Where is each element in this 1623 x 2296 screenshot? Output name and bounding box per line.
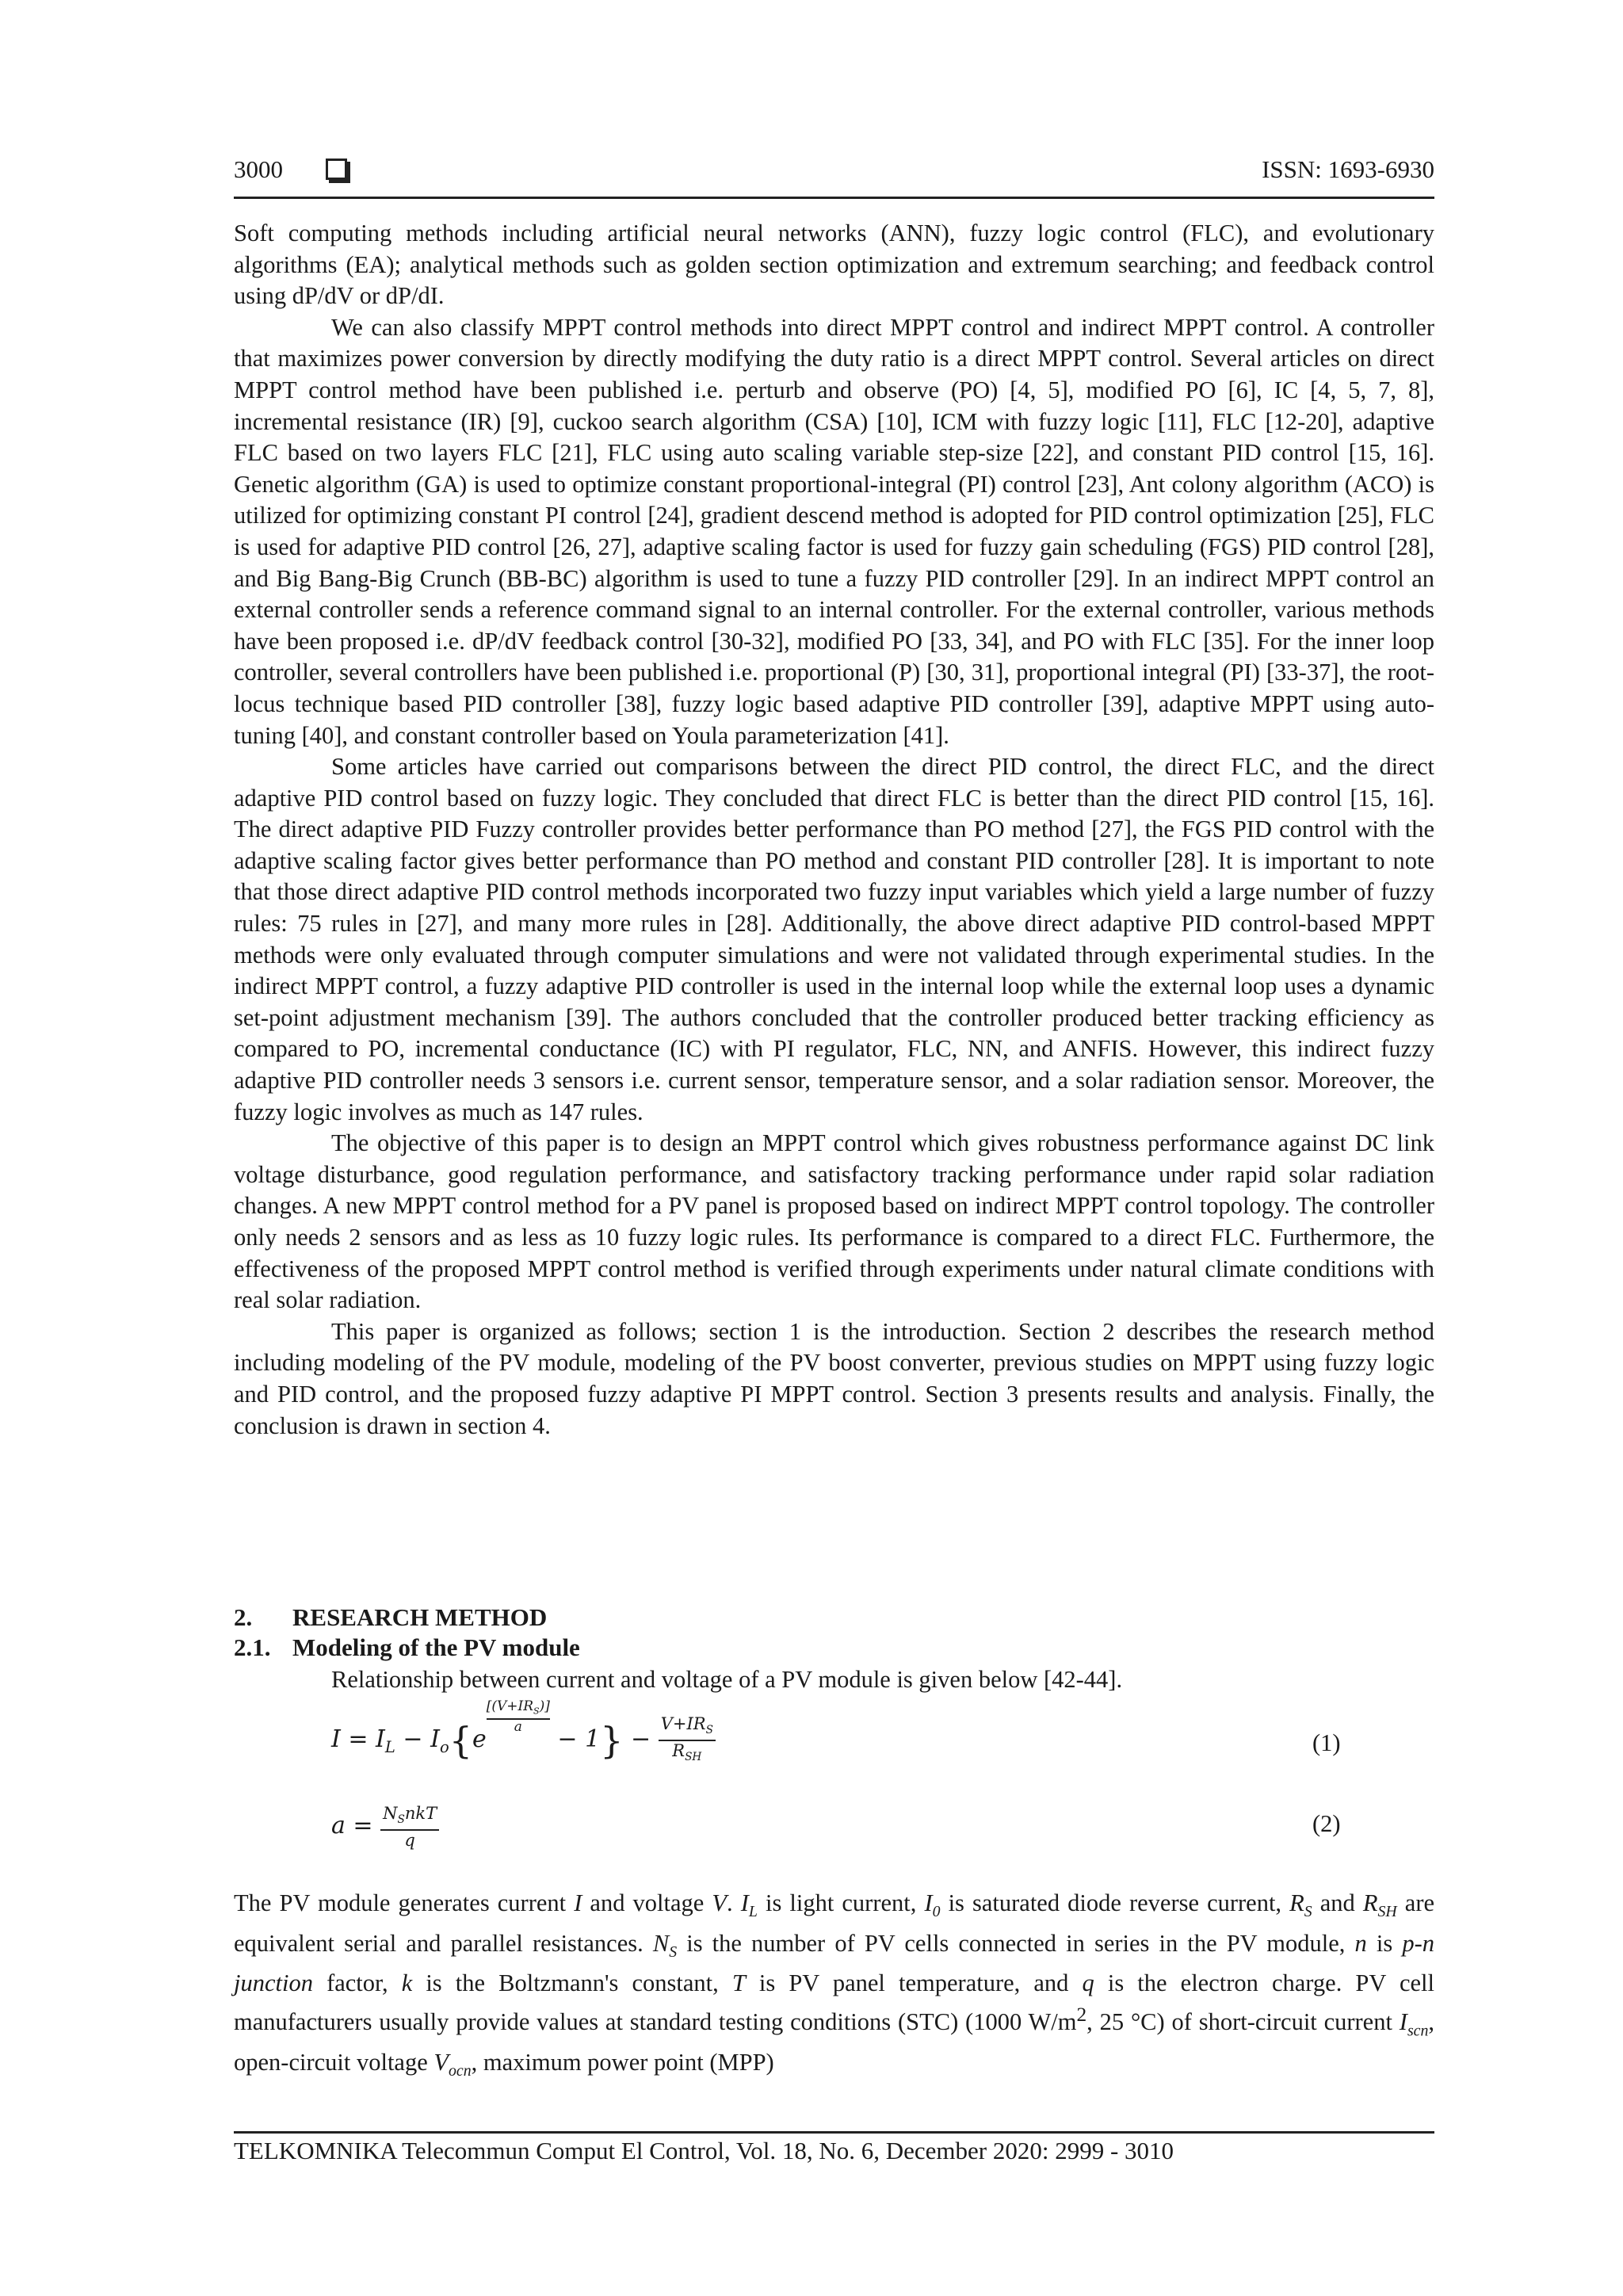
paragraph: The objective of this paper is to design an MPPT control which gives robustness performance against DC link voltage disturbance, good regulation performance, and satisfactory tracking performance under rapid solar radiation changes. A new MPPT control method for a PV panel is proposed based on indirect MPPT control topology. The controller only needs 2 sensors and as less as 10 fuzzy logic rules. Its performance is compared to a direct FLC. Furthermore, the effectiveness of the proposed MPPT control method is verified through experiments under natural climate conditions with real solar radiation. [234, 1129, 1434, 1314]
issn-label: ISSN: 1693-6930 [1262, 155, 1434, 183]
page-number: 3000 [234, 155, 283, 183]
equation-2: a = $\frac{N_SnkT}{q}$ [331, 1804, 439, 1850]
paragraph: Some articles have carried out comparisons between the direct PID control, the direct FLC, and the direct adaptive PID control based on fuzzy logic. They concluded that direct FLC is better than the direct PID control [15, 16]. The direct adaptive PID Fuzzy controller provides better performance than PO method [27], the FGS PID control with the adaptive scaling factor gives better performance than PO method and constant PID controller [28]. It is important to note that those direct adaptive PID control methods incorporated two fuzzy input variables which yield a large number of fuzzy rules: 75 rules in [27], and many more rules in [28]. Additionally, the above direct adaptive PID control-based MPPT methods were only evaluated through computer simulations and were not validated through experimental studies. In the indirect MPPT control, a fuzzy adaptive PID controller is used in the internal loop while the external loop uses a dynamic set-point adjustment mechanism [39]. The authors concluded that the controller produced better tracking efficiency as compared to PO, incremental conductance (IC) with PI regulator, FLC, NN, and ANFIS. However, this indirect fuzzy adaptive PID controller needs 3 sensors i.e. current sensor, temperature sensor, and a solar radiation sensor. Moreover, the fuzzy logic involves as much as 147 rules. [234, 753, 1434, 1125]
section-heading [234, 1603, 547, 1633]
subsection-title: Modeling of the PV module [292, 1633, 580, 1661]
section-title: RESEARCH METHOD [292, 1603, 548, 1631]
section-number: 2. [234, 1603, 253, 1631]
page-header [234, 155, 1434, 199]
equation-number: (1) [1312, 1729, 1341, 1756]
equation-1: $I = I_L - I_o\{e$ $[(V+IR_S)]$ a − 1} − $\frac{V+IR_S}{R_{SH}}$ [331, 1714, 716, 1767]
paragraph: This paper is organized as follows; section 1 is the introduction. Section 2 describes the research method including modeling of the PV module, modeling of the PV boost converter, previous studies on MPPT using fuzzy logic and PID control, and the proposed fuzzy adaptive PI MPPT control. Section 3 presents results and analysis. Finally, the conclusion is drawn in section 4. [234, 1317, 1434, 1439]
page-footer [234, 2131, 1434, 2165]
paragraph: We can also classify MPPT control methods into direct MPPT control and indirect MPPT control. A controller that maximizes power conversion by directly modifying the duty ratio is a direct MPPT control. Several articles on direct MPPT control method have been published i.e. perturb and observe (PO) [4, 5], modified PO [6], IC [4, 5, 7, 8], incremental resistance (IR) [9], cuckoo search algorithm (CSA) [10], ICM with fuzzy logic [11], FLC [12-20], adaptive FLC based on two layers FLC [21], FLC using auto scaling variable step-size [22], and constant PID control [15, 16]. Genetic algorithm (GA) is used to optimize constant proportional-integral (PI) control [23], Ant colony algorithm (ACO) is utilized for optimizing constant PI control [24], gradient descend method is adopted for PID control optimization [25], FLC is used for adaptive PID control [26, 27], adaptive scaling factor is used for fuzzy gain scheduling (FGS) PID control [28], and Big Bang-Big Crunch (BB-BC) algorithm is used to tune a fuzzy PID controller [29]. In an indirect MPPT control an external controller sends a reference command signal to an internal controller. For the external controller, various methods have been proposed i.e. dP/dV feedback control [30-32], modified PO [33, 34], and PO with FLC [35]. For the inner loop controller, several controllers have been published i.e. proportional (P) [30, 31], proportional integral (PI) [33-37], the root-locus technique based PID controller [38], fuzzy logic based adaptive PID controller [39], adaptive MPPT using auto-tuning [40], and constant controller based on Youla parameterization [41]. [234, 313, 1434, 749]
equations-intro: Relationship between current and voltage of a PV module is given below [42-44]. [331, 1666, 1123, 1693]
subsection-number: 2.1. [234, 1633, 271, 1661]
body-text-after-equations [234, 1888, 1434, 2088]
journal-citation: TELKOMNIKA Telecommun Comput El Control, Vol. 18, No. 6, December 2020: 2999 - 3010 [234, 2137, 1174, 2164]
square-icon [326, 159, 347, 180]
paragraph: Soft computing methods including artificial neural networks (ANN), fuzzy logic control (FLC), and evolutionary algorithms (EA); analytical methods such as golden section optimization and extremum searching; and feedback control using dP/dV or dP/dI. [234, 220, 1434, 310]
paragraph: The PV module generates current I and voltage V. $I_L$ is light current, $I_0$ is saturated diode reverse current, $R_S$ and $R_{SH}$ are equivalent serial and parallel resistances. $N_S$ is the number of PV cells connected in series in the PV module, n is p-n junction factor, k is the Boltzmann's constant, T is PV panel temperature, and q is the electron charge. PV cell manufacturers usually provide values at standard testing conditions (STC) (1000 $W/m^2$, 25 °C) of short-circuit current $I_{scn}$, open-circuit voltage $V_{ocn}$, maximum power point (MPP) [234, 1889, 1435, 2080]
subsection-heading [234, 1633, 580, 1663]
equation-number: (2) [1312, 1810, 1341, 1837]
body-text [234, 218, 1434, 1442]
